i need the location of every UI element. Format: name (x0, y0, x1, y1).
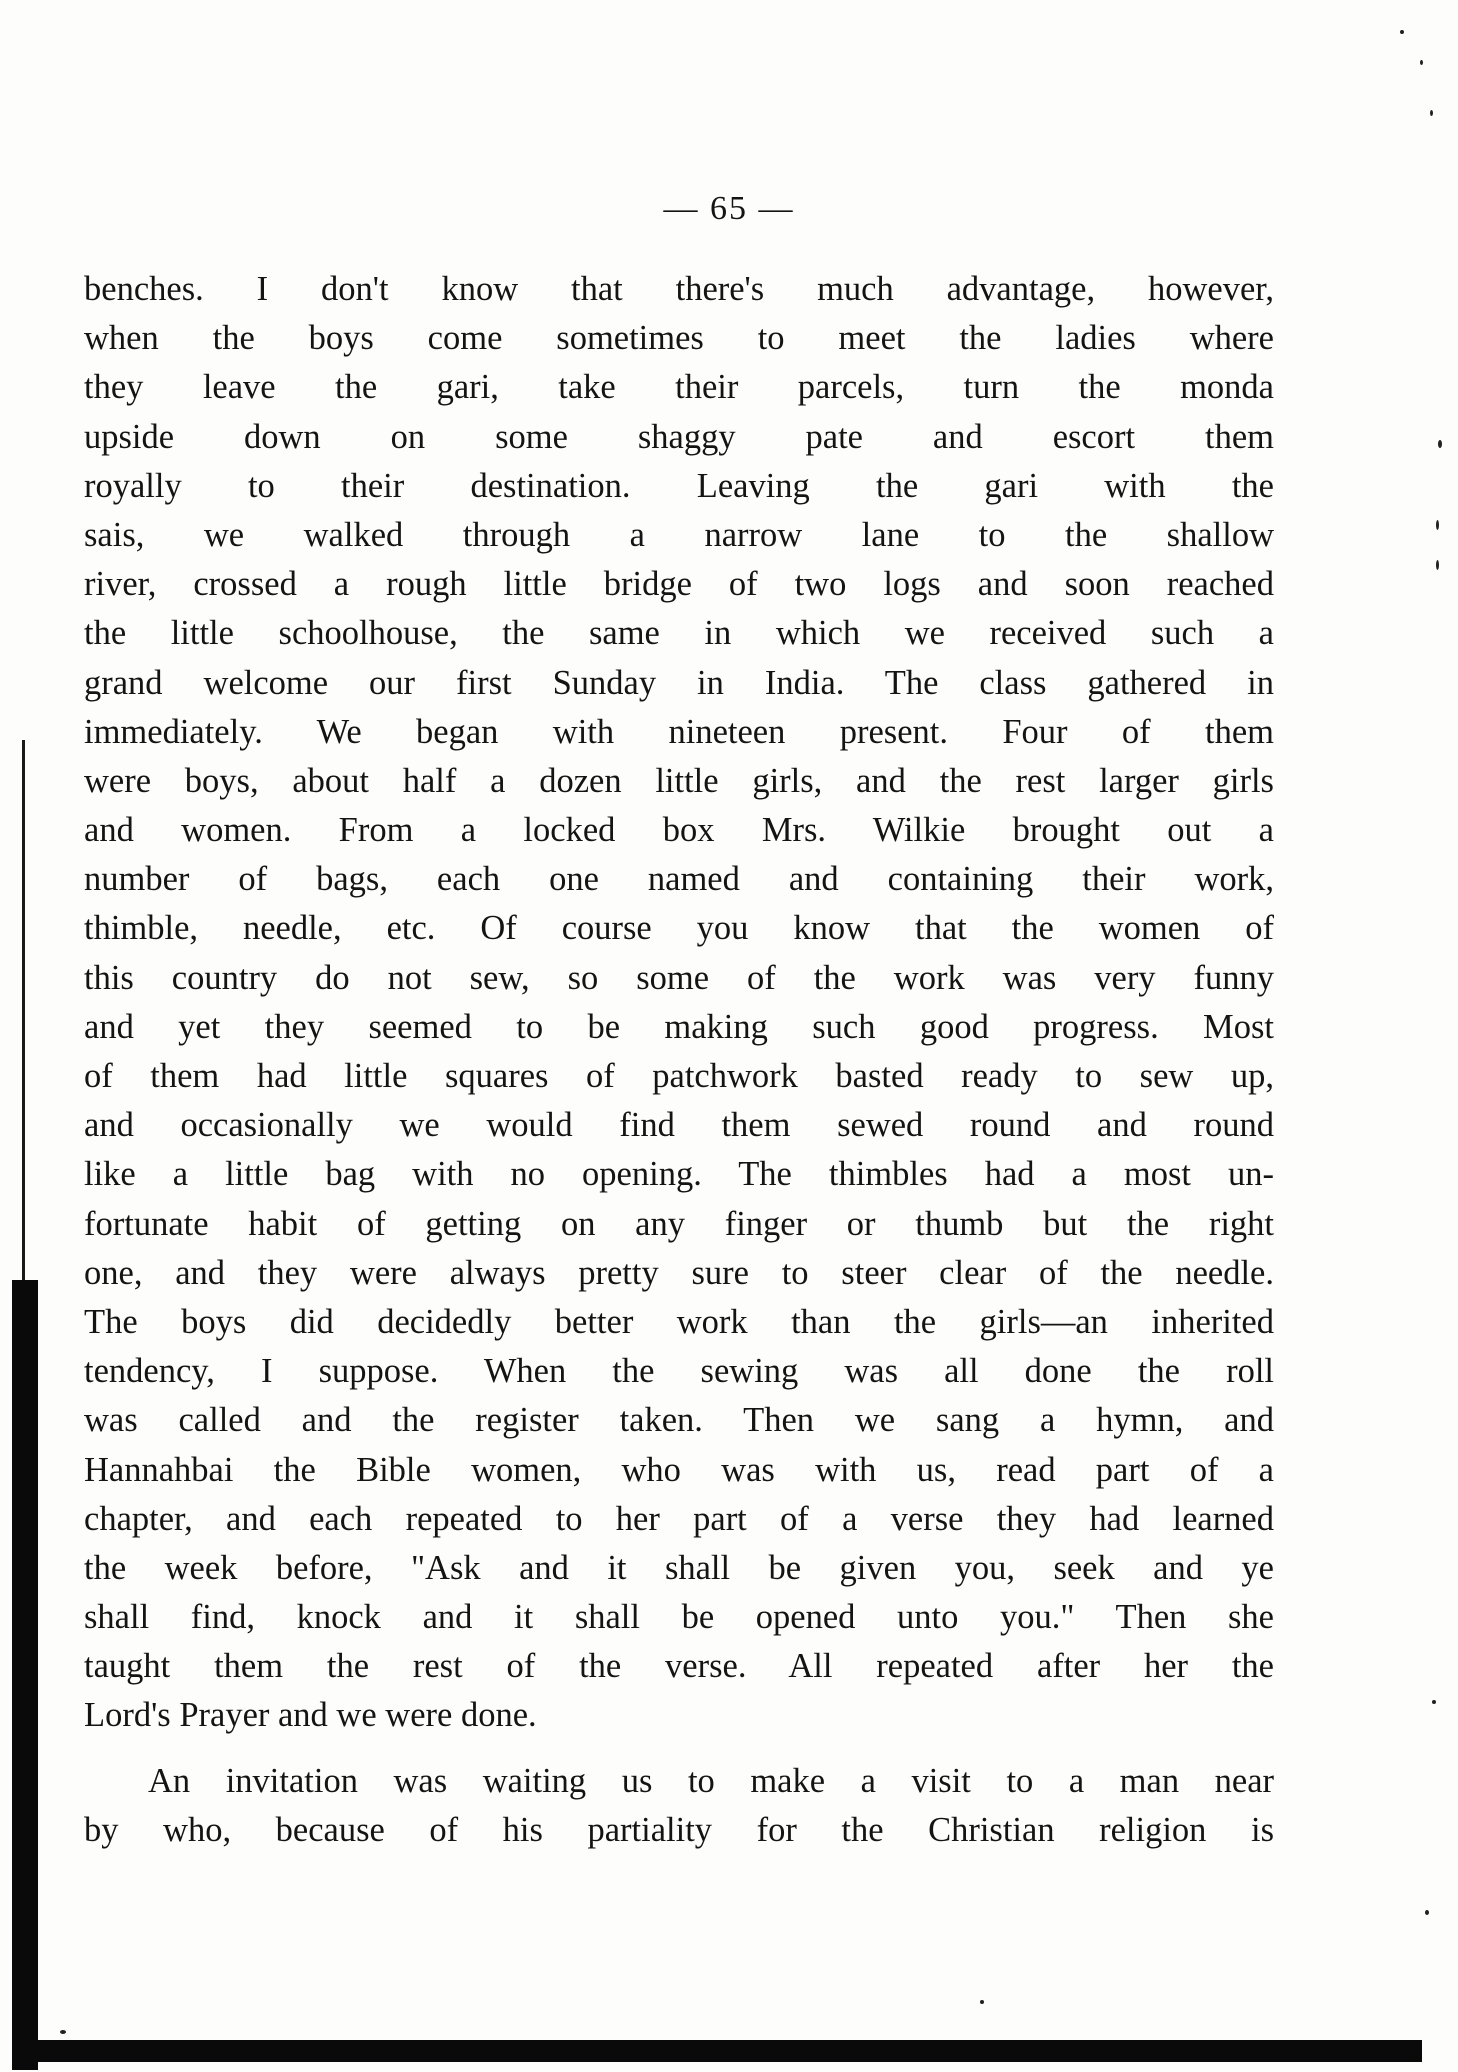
text-line: like a little bag with no opening. The thimbles had a most un- (84, 1155, 1274, 1194)
text-line: taught them the rest of the verse. All repeated after her the (84, 1647, 1274, 1686)
scan-speck (1425, 1910, 1429, 1915)
scan-speck (1430, 110, 1433, 116)
scan-speck (1438, 440, 1442, 448)
text-line: were boys, about half a dozen little girls, and the rest larger girls (84, 761, 1274, 800)
text-line: sais, we walked through a narrow lane to the shallow (84, 515, 1274, 554)
text-line: benches. I don't know that there's much advantage, however, (84, 270, 1274, 308)
text-line: tendency, I suppose. When the sewing was all done the roll (84, 1352, 1274, 1391)
text-line: thimble, needle, etc. Of course you know that the women of (84, 909, 1274, 948)
scan-speck (60, 2030, 66, 2034)
text-line: when the boys come sometimes to meet the ladies where (84, 319, 1274, 358)
text-line: and women. From a locked box Mrs. Wilkie brought out a (84, 811, 1274, 850)
text-line: fortunate habit of getting on any finger or thumb but the right (84, 1204, 1274, 1243)
text-line: one, and they were always pretty sure to steer clear of the needle. (84, 1253, 1274, 1292)
scan-speck (1436, 520, 1439, 530)
text-line: shall find, knock and it shall be opened unto you." Then she (84, 1598, 1274, 1637)
scan-edge-shadow (12, 2040, 1422, 2062)
text-line: of them had little squares of patchwork basted ready to sew up, (84, 1057, 1274, 1095)
text-line: royally to their destination. Leaving the gari with the (84, 466, 1274, 505)
scan-speck (1432, 1700, 1436, 1704)
paragraph-2 (84, 1757, 1274, 1855)
text-line: chapter, and each repeated to her part of a verse they had learned (84, 1499, 1274, 1538)
scan-edge-shadow (12, 1280, 38, 2070)
text-line: was called and the register taken. Then we sang a hymn, and (84, 1401, 1274, 1440)
text-line: river, crossed a rough little bridge of two logs and soon reached (84, 565, 1274, 604)
text-line: this country do not sew, so some of the work was very funny (84, 958, 1274, 997)
text-line: Hannahbai the Bible women, who was with us, read part of a (84, 1450, 1274, 1489)
scan-speck (1400, 30, 1404, 34)
text-line: the week before, "Ask and it shall be given you, seek and ye (84, 1548, 1274, 1587)
scan-speck (1436, 560, 1439, 570)
text-line: The boys did decidedly better work than the girls—an inherited (84, 1302, 1274, 1341)
scan-speck (1420, 60, 1423, 65)
scan-speck (980, 2000, 984, 2004)
text-line: immediately. We began with nineteen present. Four of them (84, 712, 1274, 751)
text-line: and yet they seemed to be making such good progress. Most (84, 1007, 1274, 1046)
scan-edge-shadow (22, 740, 25, 1300)
text-line: the little schoolhouse, the same in which we received such a (84, 614, 1274, 653)
text-line: number of bags, each one named and containing their work, (84, 860, 1274, 899)
paragraph-1 (84, 265, 1274, 1741)
text-line: upside down on some shaggy pate and escort them (84, 417, 1274, 456)
text-line: An invitation was waiting us to make a visit to a man near (148, 1761, 1274, 1800)
text-line: and occasionally we would find them sewed round and round (84, 1106, 1274, 1145)
text-line: Lord's Prayer and we were done. (84, 1696, 537, 1735)
text-line: grand welcome our first Sunday in India. The class gathered in (84, 663, 1274, 702)
text-line: they leave the gari, take their parcels, turn the monda (84, 368, 1274, 407)
text-line: by who, because of his partiality for the Christian religion is (84, 1810, 1274, 1849)
page-number: — 65 — (663, 190, 795, 227)
body-text (84, 265, 1274, 1855)
